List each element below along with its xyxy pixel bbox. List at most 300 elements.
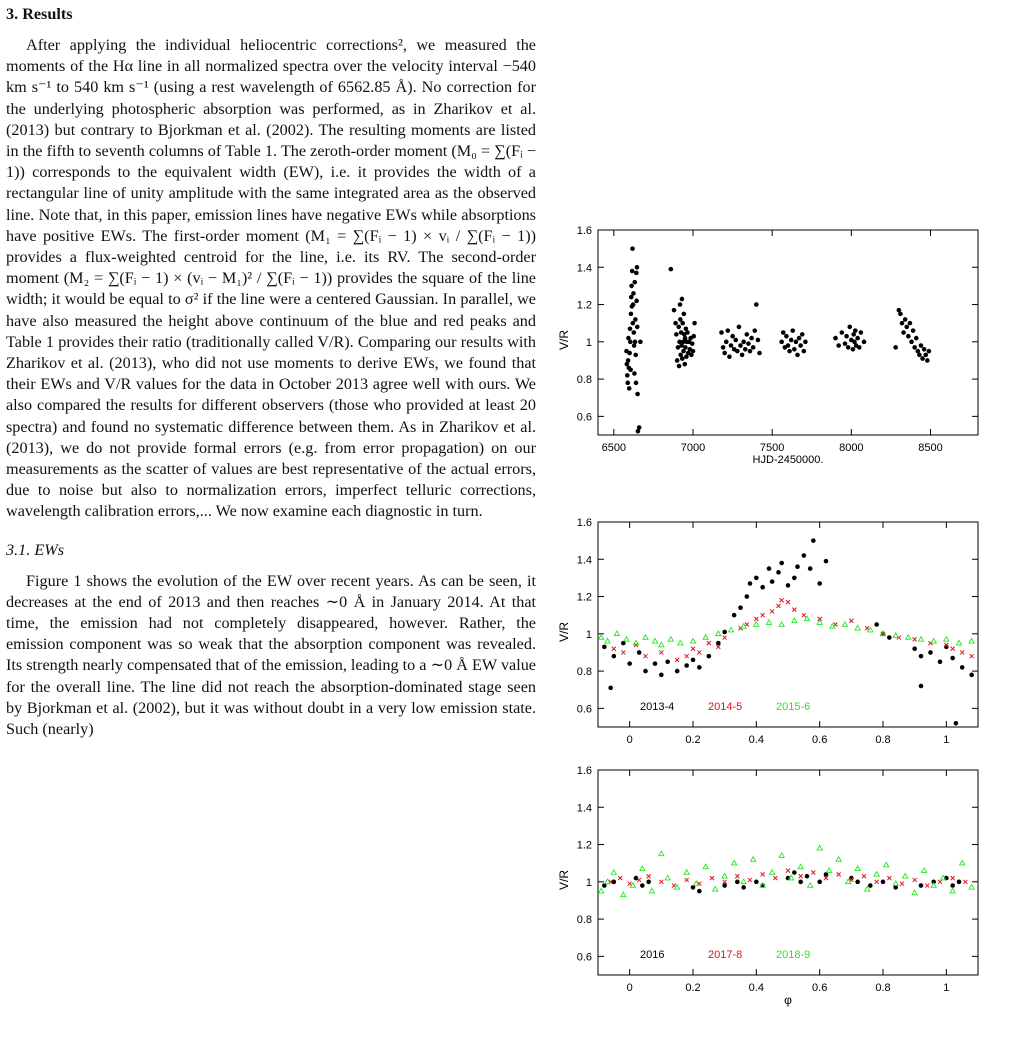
- data-point-2015-6: [728, 627, 733, 632]
- data-point-2013-4: [919, 654, 924, 659]
- data-point-series-0: [692, 321, 697, 326]
- data-point-2013-4: [754, 576, 759, 581]
- article-text: [6, 4, 536, 740]
- y-axis-label: V/R: [557, 329, 571, 351]
- x-tick-label: 0.4: [748, 982, 764, 994]
- y-axis-label: V/R: [557, 621, 571, 643]
- data-point-2013-4: [912, 646, 917, 651]
- data-point-2013-4: [779, 561, 784, 566]
- x-tick-label: 0.2: [685, 734, 701, 746]
- data-point-series-0: [756, 338, 761, 343]
- data-point-2017-8: [735, 874, 739, 878]
- data-point-2014-5: [970, 654, 974, 658]
- data-point-2017-8: [659, 880, 663, 884]
- data-point-series-0: [637, 425, 642, 430]
- data-point-2016: [855, 880, 860, 885]
- data-point-2015-6: [842, 622, 847, 627]
- y-tick-label: 1.4: [576, 262, 592, 275]
- data-point-series-0: [669, 267, 674, 272]
- data-point-series-0: [678, 302, 683, 307]
- data-point-2016: [741, 885, 746, 890]
- data-point-2018-9: [798, 864, 803, 869]
- data-point-2018-9: [874, 872, 879, 877]
- y-tick-label: 0.8: [576, 374, 592, 387]
- data-point-2017-8: [723, 880, 727, 884]
- data-point-series-0: [685, 330, 690, 335]
- data-point-series-0: [628, 367, 633, 372]
- data-point-2013-4: [887, 635, 892, 640]
- data-point-series-0: [847, 325, 852, 330]
- data-point-2016: [950, 883, 955, 888]
- data-point-2013-4: [808, 566, 813, 571]
- data-point-series-0: [752, 328, 757, 333]
- data-point-2013-4: [919, 684, 924, 689]
- legend: [640, 701, 810, 713]
- chart-vr-vs-time: [557, 225, 978, 466]
- y-tick-label: 1: [585, 876, 592, 889]
- data-point-series-0: [680, 356, 685, 361]
- x-tick-label: 1: [943, 734, 950, 746]
- data-point-2018-9: [751, 857, 756, 862]
- y-tick-label: 1.6: [576, 225, 592, 237]
- data-point-series-0: [792, 347, 797, 352]
- y-tick-label: 0.8: [576, 666, 592, 679]
- x-tick-label: 8500: [918, 442, 943, 454]
- data-point-series-0: [674, 332, 679, 337]
- data-point-2014-5: [777, 604, 781, 608]
- data-point-series-0: [754, 302, 759, 307]
- data-point-2014-5: [754, 617, 758, 621]
- data-point-series-0: [746, 341, 751, 346]
- data-point-series-0: [927, 349, 932, 354]
- data-point-2013-4: [824, 559, 829, 564]
- data-point-series-0: [631, 302, 636, 307]
- data-point-2015-6: [605, 638, 610, 643]
- data-point-series-0: [672, 308, 677, 313]
- data-point-2013-4: [748, 581, 753, 586]
- legend-label-2018-9: 2018-9: [776, 949, 811, 961]
- y-tick-label: 1.4: [576, 554, 592, 567]
- data-point-2018-9: [741, 879, 746, 884]
- data-point-2013-4: [795, 564, 800, 569]
- data-point-series-0: [922, 347, 927, 352]
- legend-label-2017-8: 2017-8: [708, 949, 743, 961]
- data-point-2017-8: [925, 884, 929, 888]
- data-point-2018-9: [884, 862, 889, 867]
- figure-svg: [540, 220, 1019, 1035]
- data-point-2014-5: [960, 650, 964, 654]
- data-point-2015-6: [918, 637, 923, 642]
- data-point-series-0: [857, 345, 862, 350]
- data-point-2014-5: [675, 658, 679, 662]
- data-point-2013-4: [802, 553, 807, 558]
- data-point-2014-5: [761, 613, 765, 617]
- data-point-2014-5: [951, 647, 955, 651]
- data-point-series-0: [789, 338, 794, 343]
- section-heading: 3. Results: [6, 5, 73, 23]
- data-point-2013-4: [697, 665, 702, 670]
- x-tick-label: 8000: [839, 442, 864, 454]
- x-tick-label: 0.8: [875, 982, 891, 994]
- data-point-2014-5: [780, 598, 784, 602]
- y-tick-label: 0.6: [576, 703, 592, 716]
- data-point-series-0: [779, 340, 784, 345]
- x-tick-label: 0.2: [685, 982, 701, 994]
- data-point-series-0: [840, 330, 845, 335]
- y-axis: [577, 517, 978, 715]
- data-point-2018-9: [732, 860, 737, 865]
- data-point-series-0: [730, 334, 735, 339]
- data-point-series-0: [629, 284, 634, 289]
- data-points: [624, 246, 931, 433]
- data-point-2014-5: [786, 600, 790, 604]
- data-point-2013-4: [691, 658, 696, 663]
- data-point-2013-4: [637, 650, 642, 655]
- data-point-2015-6: [652, 638, 657, 643]
- data-point-2014-5: [644, 654, 648, 658]
- data-point-series-0: [898, 312, 903, 317]
- data-point-2013-4: [928, 650, 933, 655]
- data-point-2015-6: [931, 638, 936, 643]
- legend: [640, 949, 810, 961]
- x-tick-label: 0.6: [812, 982, 828, 994]
- data-point-2014-5: [770, 609, 774, 613]
- data-point-2018-9: [855, 866, 860, 871]
- data-point-2018-9: [770, 870, 775, 875]
- data-point-2018-9: [893, 881, 898, 886]
- x-tick-label: 6500: [601, 442, 627, 454]
- data-point-series-0: [748, 349, 753, 354]
- data-point-series-0: [757, 351, 762, 356]
- chart-vr-vs-phase-2016-2019: [557, 765, 978, 1007]
- data-point-2018-9: [960, 860, 965, 865]
- figure-vr-panels: [540, 220, 1019, 1035]
- y-tick-label: 0.6: [576, 951, 592, 964]
- data-point-series-0: [800, 332, 805, 337]
- data-point-2017-8: [786, 869, 790, 873]
- data-point-series-0: [633, 317, 638, 322]
- data-point-series-0: [917, 353, 922, 358]
- data-point-series-0: [797, 336, 802, 341]
- subsection-heading: 3.1. EWs: [6, 540, 64, 559]
- data-point-series-0: [855, 336, 860, 341]
- data-point-2013-4: [954, 721, 959, 726]
- data-point-2013-4: [653, 661, 658, 666]
- data-point-2013-4: [707, 654, 712, 659]
- data-point-2017-8: [618, 876, 622, 880]
- data-point-series-0: [690, 341, 695, 346]
- data-point-2013-4: [602, 645, 607, 650]
- data-point-2015-6: [678, 640, 683, 645]
- plot-frame: [598, 770, 978, 975]
- data-point-2017-8: [862, 874, 866, 878]
- data-point-2015-6: [690, 638, 695, 643]
- data-point-series-0: [906, 334, 911, 339]
- data-point-2017-8: [875, 880, 879, 884]
- data-point-2014-5: [612, 647, 616, 651]
- data-point-series-0: [625, 373, 630, 378]
- y-tick-label: 0.6: [576, 411, 592, 424]
- data-point-series-0: [626, 358, 631, 363]
- data-point-2017-8: [685, 878, 689, 882]
- data-point-series-0: [683, 345, 688, 350]
- plot-frame: [598, 522, 978, 727]
- data-point-2014-5: [802, 613, 806, 617]
- data-point-2014-5: [621, 650, 625, 654]
- legend-label-2013-4: 2013-4: [640, 701, 675, 713]
- data-point-series-0: [795, 353, 800, 358]
- data-point-series-0: [628, 326, 633, 331]
- data-point-2015-6: [703, 635, 708, 640]
- data-point-2014-5: [723, 636, 727, 640]
- data-point-series-0: [682, 312, 687, 317]
- data-point-2013-4: [786, 583, 791, 588]
- data-point-2018-9: [808, 883, 813, 888]
- data-point-series-0: [631, 291, 636, 296]
- data-point-series-0: [634, 381, 639, 386]
- data-point-2015-6: [633, 640, 638, 645]
- data-point-2018-9: [684, 870, 689, 875]
- data-point-series-0: [630, 269, 635, 274]
- y-tick-label: 1.2: [576, 299, 592, 312]
- data-point-2014-5: [691, 647, 695, 651]
- data-point-2013-4: [770, 579, 775, 584]
- data-point-2017-8: [938, 880, 942, 884]
- y-tick-label: 1.2: [576, 839, 592, 852]
- data-point-2018-9: [713, 886, 718, 891]
- x-tick-label: 0: [626, 734, 633, 746]
- data-point-2017-8: [647, 874, 651, 878]
- data-points: [599, 845, 975, 896]
- data-point-2013-4: [627, 661, 632, 666]
- data-point-2015-6: [599, 635, 604, 640]
- x-tick-label: 7000: [680, 442, 706, 454]
- data-point-2015-6: [792, 618, 797, 623]
- data-point-series-0: [729, 343, 734, 348]
- data-point-2016: [919, 883, 924, 888]
- data-point-2018-9: [903, 873, 908, 878]
- data-point-series-0: [691, 334, 696, 339]
- data-point-series-0: [631, 321, 636, 326]
- data-point-2017-8: [748, 878, 752, 882]
- data-point-2015-6: [716, 631, 721, 636]
- data-point-series-0: [751, 345, 756, 350]
- data-point-2018-9: [931, 883, 936, 888]
- data-point-series-0: [862, 340, 867, 345]
- legend-label-2016: 2016: [640, 949, 665, 961]
- y-tick-label: 0.8: [576, 914, 592, 927]
- data-point-2018-9: [950, 888, 955, 893]
- data-point-2016: [817, 880, 822, 885]
- data-point-series-0: [673, 321, 678, 326]
- data-point-2017-8: [887, 876, 891, 880]
- data-point-2014-5: [685, 654, 689, 658]
- y-tick-label: 1.2: [576, 591, 592, 604]
- data-point-2013-4: [732, 613, 737, 618]
- x-tick-label: 0.6: [812, 734, 828, 746]
- data-point-series-0: [638, 340, 643, 345]
- data-point-2018-9: [605, 879, 610, 884]
- data-point-series-0: [798, 343, 803, 348]
- data-point-series-0: [743, 347, 748, 352]
- x-tick-label: 0.8: [875, 734, 891, 746]
- data-point-2014-5: [659, 650, 663, 654]
- y-tick-label: 1.6: [576, 765, 592, 777]
- data-point-series-0: [802, 349, 807, 354]
- data-point-series-0: [846, 345, 851, 350]
- data-point-2018-9: [779, 853, 784, 858]
- y-axis: [577, 765, 978, 963]
- data-point-series-0: [733, 338, 738, 343]
- data-point-series-0: [903, 317, 908, 322]
- data-point-2014-5: [707, 641, 711, 645]
- data-point-2017-8: [824, 876, 828, 880]
- data-point-2013-4: [969, 673, 974, 678]
- data-point-series-0: [741, 340, 746, 345]
- data-point-2014-5: [792, 608, 796, 612]
- data-point-series-0: [634, 299, 639, 304]
- data-point-series-0: [691, 349, 696, 354]
- data-point-2013-4: [792, 576, 797, 581]
- data-point-2013-4: [817, 581, 822, 586]
- data-point-2015-6: [944, 637, 949, 642]
- data-point-series-0: [632, 280, 637, 285]
- data-point-2017-8: [637, 878, 641, 882]
- data-point-2017-8: [799, 874, 803, 878]
- legend-label-2015-6: 2015-6: [776, 701, 811, 713]
- data-point-2015-6: [766, 620, 771, 625]
- data-point-series-0: [631, 330, 636, 335]
- data-point-2018-9: [827, 868, 832, 873]
- x-axis-label: HJD-2450000.: [752, 454, 824, 466]
- data-point-2013-4: [738, 605, 743, 610]
- data-point-2016: [798, 880, 803, 885]
- data-point-2014-5: [913, 637, 917, 641]
- data-points: [599, 538, 975, 725]
- data-point-2015-6: [614, 631, 619, 636]
- data-point-series-0: [635, 265, 640, 270]
- data-point-2015-6: [643, 635, 648, 640]
- data-point-series-0: [740, 353, 745, 358]
- data-point-series-0: [721, 345, 726, 350]
- data-point-2015-6: [855, 625, 860, 630]
- data-point-2016: [640, 883, 645, 888]
- data-point-2018-9: [611, 870, 616, 875]
- data-point-series-0: [843, 341, 848, 346]
- data-point-series-0: [634, 271, 639, 276]
- data-point-2018-9: [659, 851, 664, 856]
- data-point-2017-8: [951, 876, 955, 880]
- data-point-series-0: [633, 340, 638, 345]
- data-point-series-0: [901, 330, 906, 335]
- data-point-2013-4: [665, 659, 670, 664]
- y-tick-label: 1: [585, 336, 592, 349]
- legend-label-2014-5: 2014-5: [708, 701, 743, 713]
- data-point-2013-4: [684, 663, 689, 668]
- data-point-series-0: [844, 334, 849, 339]
- data-point-series-0: [629, 312, 634, 317]
- ews-paragraph: Figure 1 shows the evolution of the EW over recent years. As can be seen, it decreases at the end of 2013 and then reaches ∼0 Å in January 2014. At that time, the emission had not completely disappeared, however. Rather, the emission component was so weak that the absorption component was revealed. Its strength nearly compensated that of the emission, leading to a ∼0 Å EW value for the overall line. The line did not reach the absorption-dominated stage seen by Bjorkman et al. (2002), but it was without doubt in a very low emission state. Such (nearly): [6, 571, 536, 739]
- data-point-2013-4: [950, 656, 955, 661]
- data-point-2015-6: [779, 622, 784, 627]
- data-point-series-0: [722, 351, 727, 356]
- data-point-series-0: [786, 343, 791, 348]
- data-point-2016: [735, 880, 740, 885]
- data-point-series-0: [836, 343, 841, 348]
- data-point-2013-4: [675, 669, 680, 674]
- x-axis-label: φ: [784, 993, 792, 1007]
- x-tick-label: 1: [943, 982, 950, 994]
- x-tick-label: 0.4: [748, 734, 764, 746]
- data-point-series-0: [719, 330, 724, 335]
- data-point-2013-4: [938, 659, 943, 664]
- data-point-series-0: [630, 246, 635, 251]
- data-point-series-0: [851, 347, 856, 352]
- data-point-2013-4: [960, 665, 965, 670]
- data-point-2015-6: [893, 633, 898, 638]
- data-point-2018-9: [922, 868, 927, 873]
- x-tick-label: 0: [626, 982, 633, 994]
- data-point-2018-9: [817, 845, 822, 850]
- data-point-2018-9: [640, 866, 645, 871]
- data-point-series-0: [676, 325, 681, 330]
- data-point-2013-4: [874, 622, 879, 627]
- data-point-series-0: [912, 345, 917, 350]
- data-point-series-0: [904, 325, 909, 330]
- results-paragraph: After applying the individual heliocentric corrections², we measured the moments of the Hα line in all normalized spectra over the velocity interval −540 km s⁻¹ to 540 km s⁻¹ (using a rest wavelength of 6562.85 Å). No correction for the underlying photospheric absorption was performed, as in Zharikov et al. (2013) but contrary to Bjorkman et al. (2002). The resulting moments are listed in the fifth to seventh columns of Table 1. The zeroth-order moment (M₀ = ∑(Fᵢ − 1)) corresponds to the equivalent width (EW), i.e. it provides the width of a rectangular line of unity amplitude with the same integrated area as the observed line. Note that, in this paper, emission lines have negative EWs while absorptions have positive EWs. The first-order moment (M₁ = ∑(Fᵢ − 1) × vᵢ / ∑(Fᵢ − 1)) provides a flux-weighted centroid for the line, i.e. its RV. The second-order moment (M₂ = ∑(Fᵢ − 1) × (vᵢ − M₁)² / ∑(Fᵢ − 1)) provides the square of the line width; it would be equal to σ² if the line were a centered Gaussian. In parallel, we have also measured the height above continuum of the blue and red peaks and Table 1 provides their ratio (traditionally called V/R). Comparing our results with Zharikov et al. (2013), who did not use moments to derive EWs, we found that their EWs and V/R values for the data in October 2013 agree well with ours. We also compared the results for different observers (those who provided at least 20 spectra) and found no systematic difference between them. As in Zharikov et al. (2013), we do not provide formal errors (e.g. from error propagation) on our measurements as the scatter of values are best representative of the actual errors, due to noise but also to normalization errors, imperfect telluric corrections, wavelength calibration errors,... We now examine each diagnostic in turn.: [6, 36, 536, 521]
- data-point-2014-5: [849, 619, 853, 623]
- x-axis: [602, 230, 943, 454]
- y-tick-label: 1.4: [576, 802, 592, 815]
- data-point-2013-4: [643, 669, 648, 674]
- x-tick-label: 7500: [759, 442, 785, 454]
- data-point-series-0: [794, 340, 799, 345]
- data-point-2016: [792, 870, 797, 875]
- data-point-2017-8: [773, 876, 777, 880]
- data-point-2016: [957, 880, 962, 885]
- data-point-2015-6: [624, 637, 629, 642]
- data-point-series-0: [737, 325, 742, 330]
- data-point-2013-4: [767, 566, 772, 571]
- data-point-2014-5: [697, 650, 701, 654]
- data-point-series-0: [803, 340, 808, 345]
- data-point-series-0: [923, 353, 928, 358]
- data-point-2017-8: [761, 872, 765, 876]
- data-point-series-0: [893, 345, 898, 350]
- data-point-2015-6: [754, 622, 759, 627]
- data-point-series-0: [627, 386, 632, 391]
- data-point-series-0: [675, 358, 680, 363]
- data-point-2016: [646, 880, 651, 885]
- data-point-series-0: [911, 328, 916, 333]
- data-point-series-0: [677, 364, 682, 369]
- data-point-2018-9: [621, 892, 626, 897]
- data-point-series-0: [635, 392, 640, 397]
- data-point-2016: [881, 880, 886, 885]
- data-point-2013-4: [722, 630, 727, 635]
- data-point-2017-8: [811, 871, 815, 875]
- data-point-2016: [754, 880, 759, 885]
- data-point-2018-9: [912, 890, 917, 895]
- data-point-2017-8: [710, 876, 714, 880]
- data-point-2018-9: [665, 875, 670, 880]
- data-point-series-0: [909, 340, 914, 345]
- data-point-2013-4: [608, 686, 613, 691]
- y-tick-label: 1: [585, 628, 592, 641]
- data-point-series-0: [787, 349, 792, 354]
- y-axis-label: V/R: [557, 869, 571, 891]
- data-point-2016: [868, 883, 873, 888]
